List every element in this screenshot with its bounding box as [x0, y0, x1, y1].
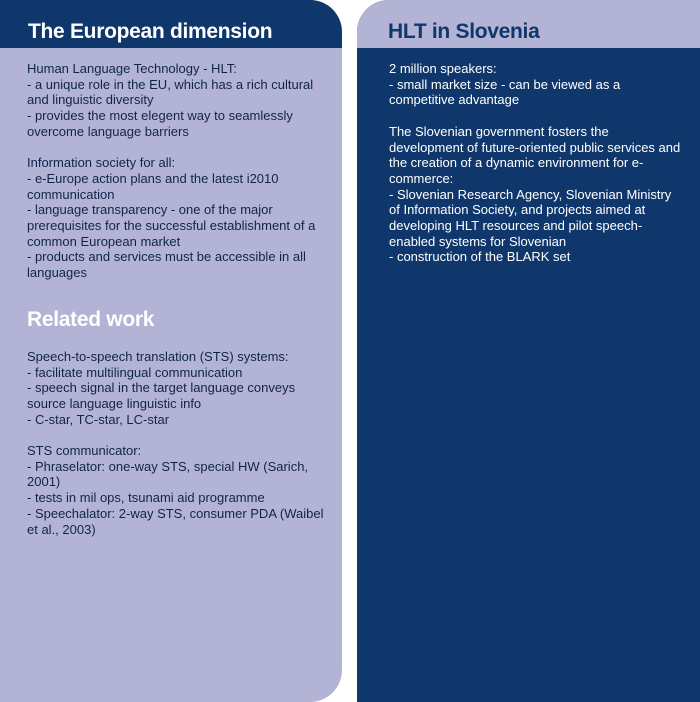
hlt-slovenia-title: HLT in Slovenia — [357, 0, 700, 48]
european-dimension-body: Human Language Technology - HLT: - a unique role in the EU, which has a rich cultural and linguistic diversity - provides the most elegent way to seamlessly overcome language barriers Information society for all: - e-Europe action plans and the latest i2010 communication - language transparency - one of the major prerequisites for the successful establishment of a common European market - products and services must be accessible in all languages — [27, 61, 316, 281]
european-dimension-title: The European dimension — [0, 0, 342, 48]
related-work-body: Speech-to-speech translation (STS) systems: - facilitate multilingual communication - speech signal in the target language conveys source language linguistic info - C-star, TC-star, LC-star STS communicator: - Phraselator: one-way STS, special HW (Sarich, 2001) - tests in mil ops, tsunami aid programme - Speechalator: 2-way STS, consumer PDA (Waibel et al., 2003) — [27, 348, 324, 537]
hlt-slovenia-body: 2 million speakers: - small market size - can be viewed as a competitive advantage The Slovenian government fosters the development of future-oriented public services and the creation of a dynamic environment for e-commerce: - Slovenian Research Agency, Slovenian Ministry of Information Society, and projects aimed at developing HLT resources and pilot speech-enabled systems for Slovenian - construction of the BLARK set — [389, 61, 681, 265]
related-work-title: Related work — [27, 307, 155, 331]
hlt-slovenia-panel — [357, 0, 700, 702]
european-dimension-panel — [0, 0, 342, 702]
